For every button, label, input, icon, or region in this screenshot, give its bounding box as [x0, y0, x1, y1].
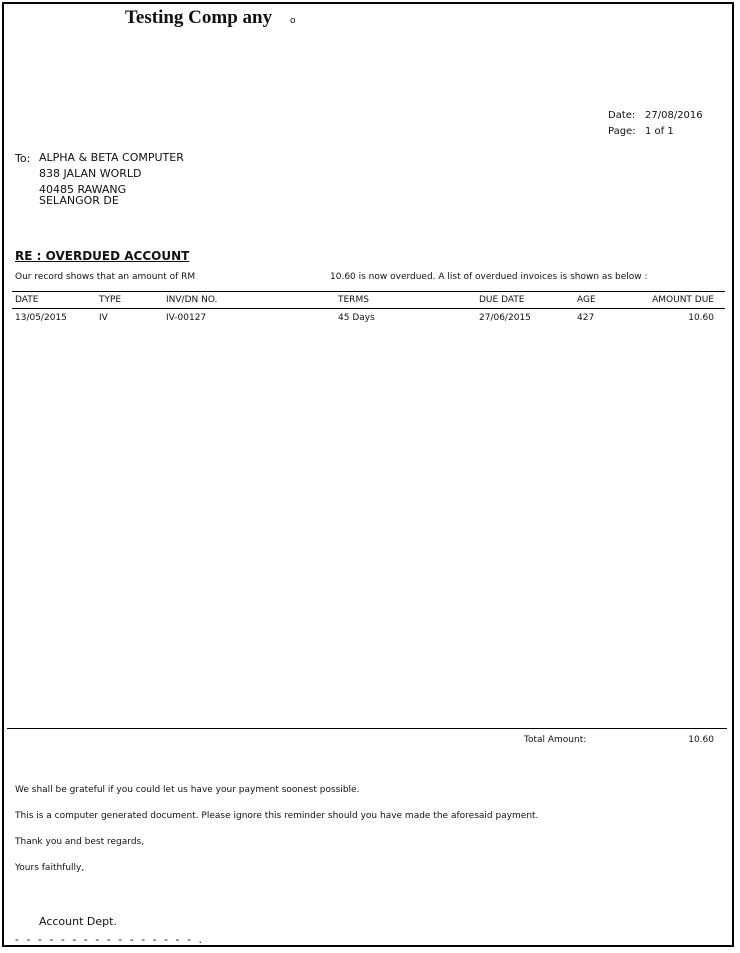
cell-date: 13/05/2015 [15, 313, 67, 323]
header-rule [12, 308, 725, 309]
closing-line-4: Yours faithfully, [15, 863, 85, 873]
col-header-due-date: DUE DATE [479, 295, 525, 305]
col-header-amount: AMOUNT DUE [652, 295, 714, 305]
intro-text: Our record shows that an amount of RM [15, 272, 196, 282]
cell-amount: 10.60 [688, 313, 714, 323]
statement-page [2, 2, 734, 947]
intro-amount-text: 10.60 is now overdued. A list of overdued invoices is shown as below : [330, 272, 648, 282]
company-name: Testing Comp any [125, 7, 273, 28]
table-top-rule [12, 291, 725, 292]
signature-line: - - - - - - - - - - - - - - - - . [15, 933, 204, 946]
to-label: To: [15, 152, 31, 165]
recipient-name: ALPHA & BETA COMPUTER [39, 151, 184, 164]
date-value: 27/08/2016 [645, 110, 703, 121]
col-header-type: TYPE [99, 295, 122, 305]
closing-line-2: This is a computer generated document. Please ignore this reminder should you have made the aforesaid payment. [15, 811, 539, 821]
total-value: 10.60 [688, 735, 714, 745]
col-header-terms: TERMS [338, 295, 369, 305]
page-value: 1 of 1 [645, 126, 674, 137]
cell-due-date: 27/06/2015 [479, 313, 531, 323]
company-mark: o [290, 16, 296, 26]
cell-terms: 45 Days [338, 313, 375, 323]
signature-name: Account Dept. [39, 915, 117, 928]
col-header-date: DATE [15, 295, 39, 305]
col-header-age: AGE [577, 295, 596, 305]
closing-line-3: Thank you and best regards, [15, 837, 145, 847]
address-line-1: 838 JALAN WORLD [39, 167, 142, 180]
col-header-inv: INV/DN NO. [166, 295, 218, 305]
address-line-2: 40485 RAWANG [39, 183, 127, 196]
total-rule [7, 728, 727, 729]
re-title: RE : OVERDUED ACCOUNT [15, 249, 190, 263]
address-line-3: SELANGOR DE [39, 194, 119, 207]
cell-inv: IV-00127 [166, 313, 207, 323]
page-label: Page: [608, 126, 636, 137]
total-label: Total Amount: [524, 735, 587, 745]
cell-type: IV [99, 313, 108, 323]
cell-age: 427 [577, 313, 595, 323]
closing-line-1: We shall be grateful if you could let us have your payment soonest possible. [15, 785, 360, 795]
date-label: Date: [608, 110, 636, 121]
